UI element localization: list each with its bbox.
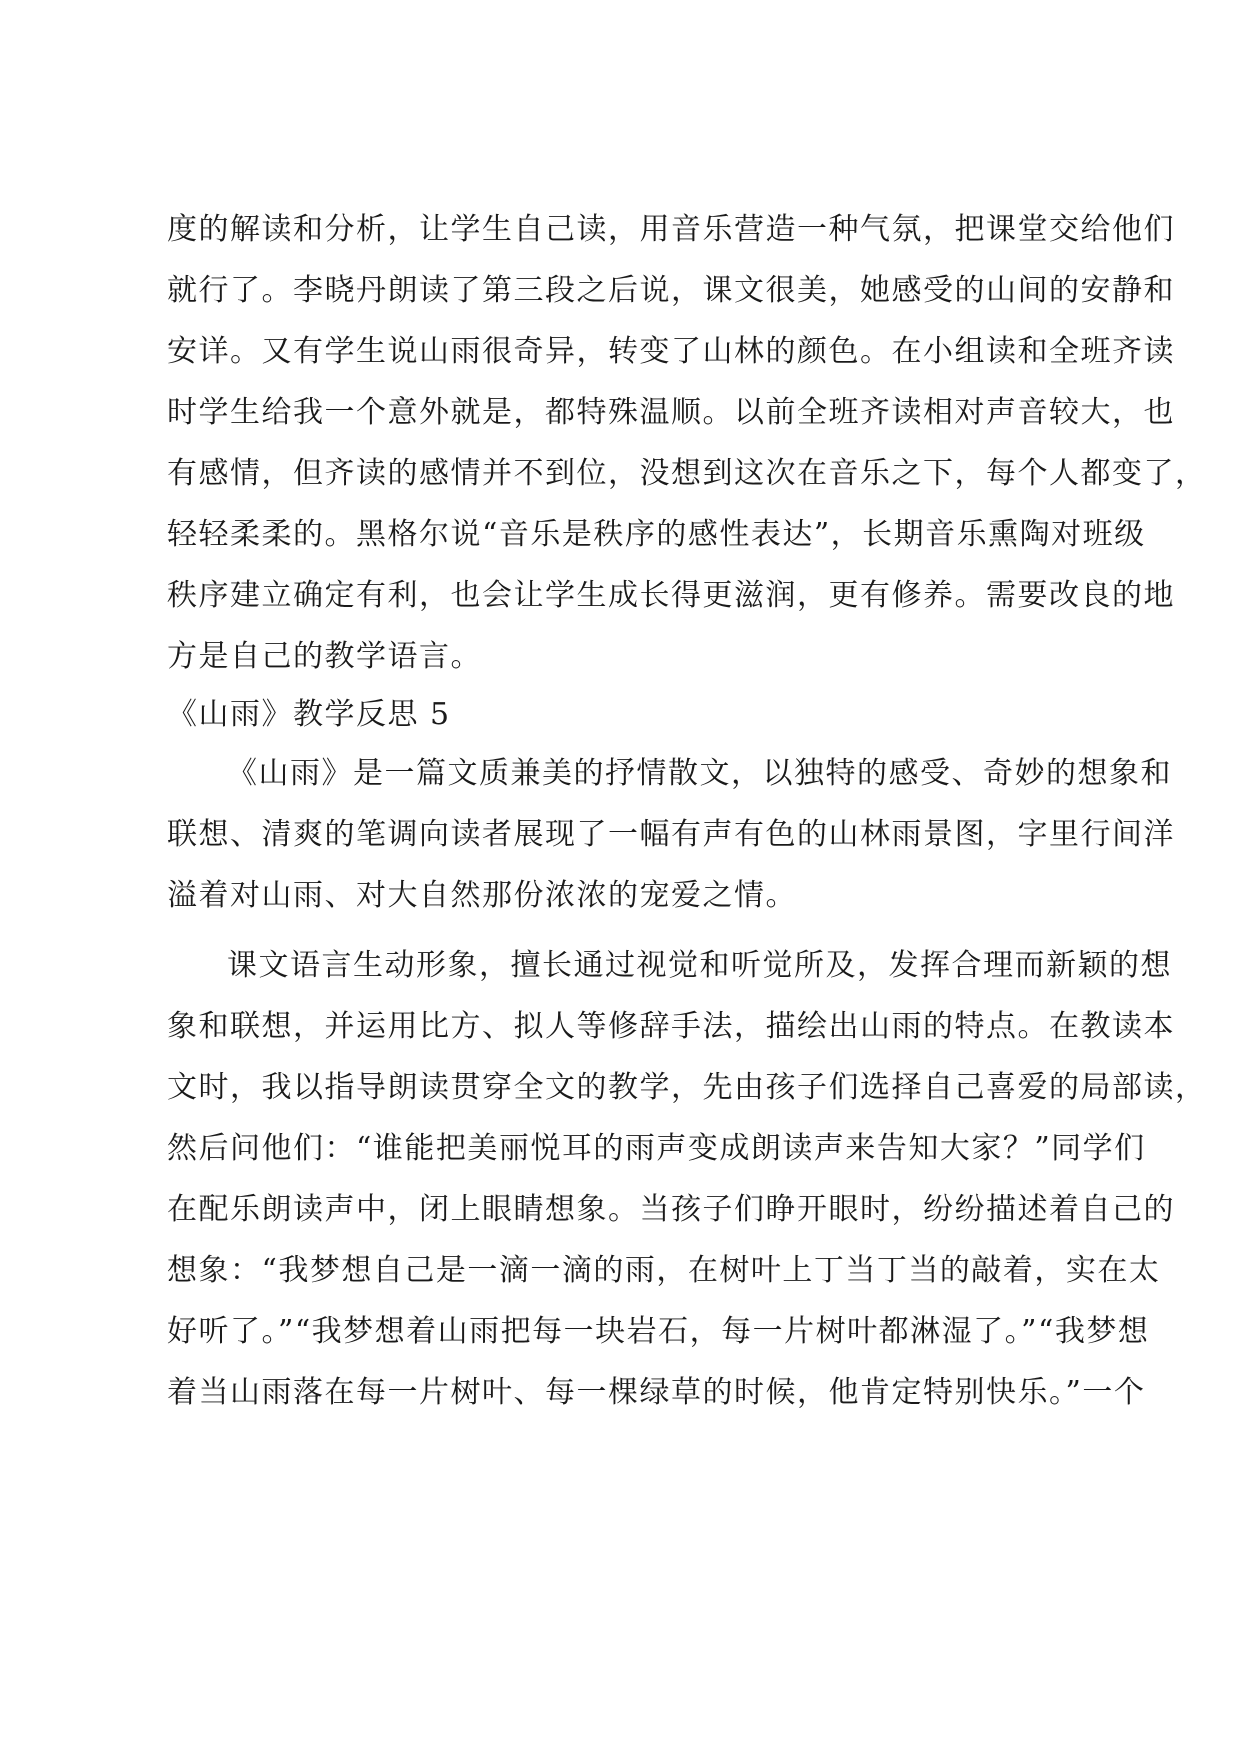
paragraph-line: 《山雨》是一篇文质兼美的抒情散文，以独特的感受、奇妙的想象和 <box>227 756 1172 791</box>
paragraph-line: 有感情，但齐读的感情并不到位，没想到这次在音乐之下，每个人都变了， <box>167 456 1207 491</box>
paragraph-line: 度的解读和分析，让学生自己读，用音乐营造一种气氛，把课堂交给他们 <box>167 212 1175 247</box>
paragraph-line: 然后问他们：“谁能把美丽悦耳的雨声变成朗读声来告知大家？”同学们 <box>167 1131 1146 1166</box>
paragraph-line: 溢着对山雨、对大自然那份浓浓的宠爱之情。 <box>167 878 797 913</box>
paragraph-line: 文时，我以指导朗读贯穿全文的教学，先由孩子们选择自己喜爱的局部读， <box>167 1070 1207 1105</box>
paragraph-line: 安详。又有学生说山雨很奇异，转变了山林的颜色。在小组读和全班齐读 <box>167 334 1175 369</box>
paragraph-line: 方是自己的教学语言。 <box>167 639 482 674</box>
paragraph-line: 象和联想，并运用比方、拟人等修辞手法，描绘出山雨的特点。在教读本 <box>167 1009 1175 1044</box>
paragraph-line: 秩序建立确定有利，也会让学生成长得更滋润，更有修养。需要改良的地 <box>167 578 1175 613</box>
paragraph-line: 联想、清爽的笔调向读者展现了一幅有声有色的山林雨景图，字里行间洋 <box>167 817 1175 852</box>
paragraph-line: 课文语言生动形象，擅长通过视觉和听觉所及，发挥合理而新颖的想 <box>227 948 1172 983</box>
paragraph-line: 在配乐朗读声中，闭上眼睛想象。当孩子们睁开眼时，纷纷描述着自己的 <box>167 1192 1175 1227</box>
paragraph-line: 时学生给我一个意外就是，都特殊温顺。以前全班齐读相对声音较大，也 <box>167 395 1175 430</box>
paragraph-line: 轻轻柔柔的。黑格尔说“音乐是秩序的感性表达”，长期音乐熏陶对班级 <box>167 517 1146 552</box>
section-heading: 《山雨》教学反思 5 <box>167 697 451 732</box>
paragraph-line: 想象：“我梦想自己是一滴一滴的雨，在树叶上丁当丁当的敲着，实在太 <box>167 1253 1161 1288</box>
paragraph-line: 就行了。李晓丹朗读了第三段之后说，课文很美，她感受的山间的安静和 <box>167 273 1175 308</box>
paragraph-line: 着当山雨落在每一片树叶、每一棵绿草的时候，他肯定特别快乐。”一个 <box>167 1375 1146 1410</box>
paragraph-line: 好听了。”“我梦想着山雨把每一块岩石，每一片树叶都淋湿了。”“我梦想 <box>167 1314 1150 1349</box>
